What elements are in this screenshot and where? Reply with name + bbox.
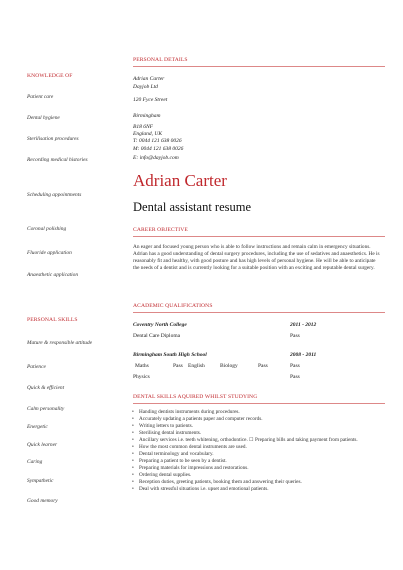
- subject-maths: Maths: [135, 363, 149, 369]
- divider: [133, 66, 385, 67]
- college-years: 2011 - 2012: [290, 322, 317, 328]
- qualifications-heading: ACADEMIC QUALIFICATIONS: [133, 303, 213, 309]
- resume-name-title: Adrian Carter: [133, 171, 227, 190]
- list-item: • How the most common dental instruments are used.: [139, 444, 389, 451]
- resume-subtitle: Dental assistant resume: [133, 200, 252, 214]
- skill-item: Patience: [27, 364, 46, 370]
- career-objective-text: An eager and focused young person who is able to follow instructions and remain calm in emergency situations. Adrian has a good understanding of dental surgery procedures, including the use of sedatives and anaesthetics. He is reasonably fit and healthy, with good posture and has high levels of personal hygiene. He will be able to anticipate the needs of a dentist and is currently looking for a suitable position with an exciting and reputable dental surgery.: [133, 244, 380, 271]
- diploma-result: Pass: [290, 333, 300, 339]
- skill-item: Calm personality: [27, 406, 65, 412]
- skill-item: Quick learner: [27, 442, 58, 448]
- knowledge-item: Coronal polishing: [27, 226, 67, 232]
- contact-street: 120 Fyce Street: [133, 97, 168, 103]
- list-item: • Preparing materials for impressions and restorations.: [139, 465, 389, 472]
- personal-details-heading: PERSONAL DETAILS: [133, 57, 188, 63]
- knowledge-item: Dental hygiene: [27, 115, 60, 121]
- list-item: • Sterilising dental instruments.: [139, 430, 389, 437]
- knowledge-heading: KNOWLEDGE OF: [27, 73, 73, 79]
- list-item: • Accurately updating a patients paper and computer records.: [139, 416, 389, 423]
- dental-skills-list: [129, 409, 389, 493]
- skills-heading: PERSONAL SKILLS: [27, 317, 78, 323]
- subject-biology: Biology: [220, 363, 238, 369]
- knowledge-item: Recording medical histories: [27, 157, 88, 163]
- list-item: • Writing letters to patients.: [139, 423, 389, 430]
- list-item: • Deal with stressful situations i.e. upset and emotional patients.: [139, 486, 389, 493]
- knowledge-item: Sterilisation procedures: [27, 136, 79, 142]
- contact-postcode: B18 6NF: [133, 124, 154, 130]
- contact-company: Dayjob Ltd: [133, 84, 158, 90]
- career-objective-heading: CAREER OBJECTIVE: [133, 227, 188, 233]
- list-item: • Reception duties, greeting patients, booking them and answering their queries.: [139, 479, 389, 486]
- contact-mobile: M: 0044 121 638 0026: [133, 146, 184, 152]
- list-item: • Handing dentists instruments during procedures.: [139, 409, 389, 416]
- school-years: 2008 - 2011: [290, 352, 317, 358]
- contact-tel: T: 0044 121 638 0026: [133, 138, 182, 144]
- skill-item: Quick & efficient: [27, 385, 65, 391]
- subject-physics: Physics: [133, 374, 150, 380]
- subject-result: Pass: [290, 374, 300, 380]
- skill-item: Mature & responsible attitude: [27, 340, 93, 346]
- skill-item: Good memory: [27, 498, 58, 504]
- knowledge-item: Scheduling appointments: [27, 192, 82, 198]
- knowledge-item: Anaesthetic application: [27, 272, 79, 278]
- divider: [133, 312, 385, 313]
- diploma-name: Dental Care Diploma: [133, 333, 181, 339]
- subject-result: Pass: [258, 363, 268, 369]
- list-item: • Ordering dental supplies.: [139, 472, 389, 479]
- contact-email[interactable]: E: info@dayjob.com: [133, 155, 179, 161]
- skill-item: Sympathetic: [27, 478, 54, 484]
- skill-item: Energetic: [27, 424, 48, 430]
- school-name: Birmingham South High School: [133, 352, 207, 358]
- subject-result: Pass: [173, 363, 183, 369]
- contact-name: Adrian Carter: [133, 76, 165, 82]
- dental-skills-heading: DENTAL SKILLS AQUIRED WHILST STUDYING: [133, 394, 258, 400]
- list-item: • Dental terminology and vocabulary.: [139, 451, 389, 458]
- college-name: Coventry North College: [133, 322, 187, 328]
- contact-country: England, UK: [133, 131, 163, 137]
- knowledge-item: Patient care: [27, 94, 54, 100]
- knowledge-item: Fluoride application: [27, 250, 72, 256]
- divider: [133, 403, 385, 404]
- skill-item: Caring: [27, 459, 43, 465]
- subject-english: English: [188, 363, 205, 369]
- list-item: • Ancillary services i.e. teeth whitening, orthodontice. ☐ Preparing bills and taking payment from patients.: [139, 437, 389, 444]
- contact-city: Birmingham: [133, 113, 161, 119]
- divider: [133, 236, 385, 237]
- list-item: • Preparing a patient to be seen by a dentist.: [139, 458, 389, 465]
- subject-result: Pass: [290, 363, 300, 369]
